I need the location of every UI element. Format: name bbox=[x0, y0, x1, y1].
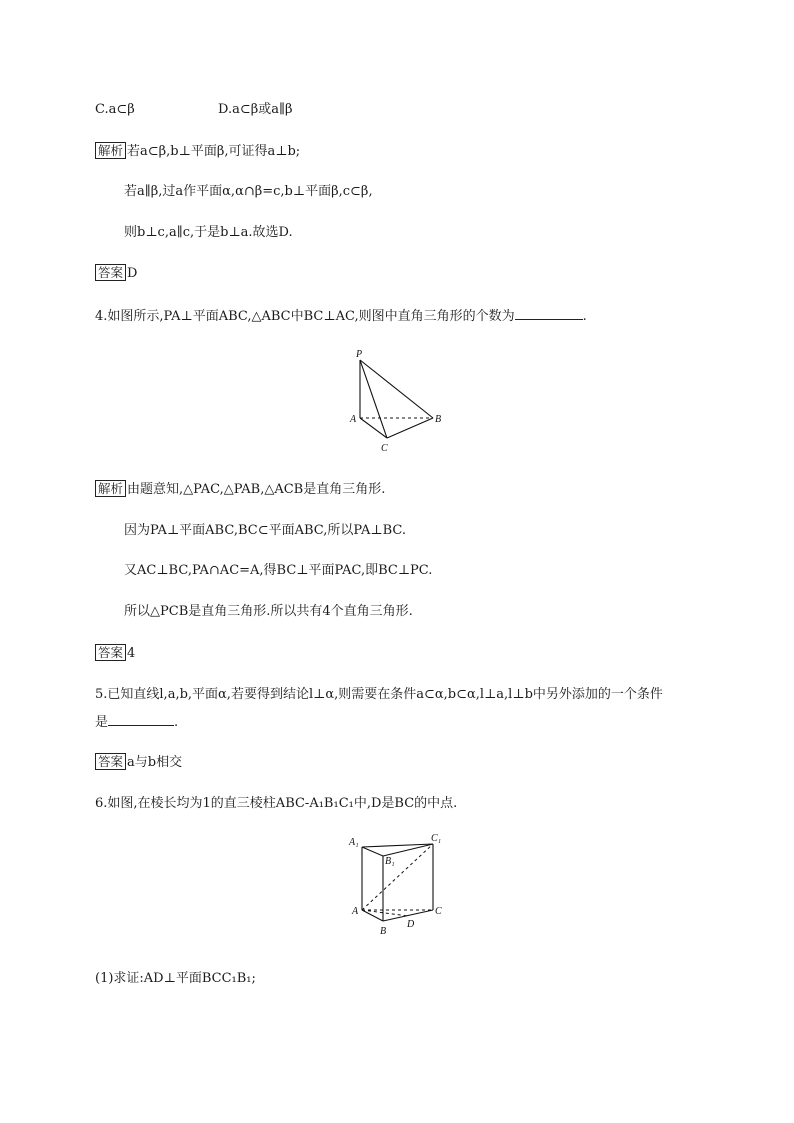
q3-analysis-tag: 解析 bbox=[95, 142, 126, 159]
q4-label-p: P bbox=[356, 349, 363, 360]
q3-analysis-line-2: 若a∥β,过a作平面α,α∩β=c,b⊥平面β,c⊂β, bbox=[124, 184, 373, 199]
q4-analysis-line-2: 因为PA⊥平面ABC,BC⊂平面ABC,所以PA⊥BC. bbox=[124, 523, 406, 538]
q5-stem-line-2: 是 . bbox=[95, 712, 178, 732]
q6-label-a1: A₁ bbox=[349, 837, 359, 848]
q4-analysis-line-1: 解析 由题意知,△PAC,△PAB,△ACB是直角三角形. bbox=[95, 480, 385, 499]
q6-label-c: C bbox=[435, 906, 442, 917]
q6-part1: (1)求证:AD⊥平面BCC₁B₁; bbox=[95, 971, 256, 986]
q4-label-c: C bbox=[381, 443, 388, 454]
q6-prism-svg bbox=[345, 830, 450, 950]
q3-analysis-line-3: 则b⊥c,a∥c,于是b⊥a.故选D. bbox=[124, 225, 293, 240]
q4-stem: 4.如图所示,PA⊥平面ABC,△ABC中BC⊥AC,则图中直角三角形的个数为 . bbox=[95, 306, 587, 326]
q6-prism-figure bbox=[345, 830, 450, 954]
q4-label-a: A bbox=[350, 414, 357, 425]
q3-answer-tag: 答案 bbox=[95, 264, 126, 281]
q4-answer: 答案 4 bbox=[95, 644, 135, 663]
q4-analysis-line-3: 又AC⊥BC,PA∩AC=A,得BC⊥平面PAC,即BC⊥PC. bbox=[124, 563, 433, 578]
q4-label-b: B bbox=[435, 414, 442, 425]
q3-answer: 答案 D bbox=[95, 264, 137, 283]
q5-answer-blank bbox=[108, 712, 174, 726]
q5-answer-tag: 答案 bbox=[95, 753, 126, 770]
q4-answer-tag: 答案 bbox=[95, 644, 126, 661]
q4-analysis-tag: 解析 bbox=[95, 480, 126, 497]
q3-analysis-line-1: 解析 若a⊂β,b⊥平面β,可证得a⊥b; bbox=[95, 142, 300, 161]
q4-pyramid-figure bbox=[345, 345, 455, 461]
q4-analysis-line-4: 所以△PCB是直角三角形.所以共有4个直角三角形. bbox=[124, 604, 413, 619]
q6-label-c1: C₁ bbox=[431, 833, 442, 844]
q6-stem: 6.如图,在棱长均为1的直三棱柱ABC-A₁B₁C₁中,D是BC的中点. bbox=[95, 796, 458, 811]
q4-pyramid-svg bbox=[345, 345, 455, 457]
q3-option-c: C.a⊂β bbox=[95, 102, 135, 117]
q6-label-d: D bbox=[407, 919, 415, 930]
q5-answer: 答案 a与b相交 bbox=[95, 753, 182, 772]
q3-option-d: D.a⊂β或a∥β bbox=[218, 102, 293, 117]
q4-answer-blank bbox=[515, 306, 583, 320]
q6-label-b: B bbox=[380, 926, 387, 937]
q6-label-b1: B₁ bbox=[385, 856, 395, 867]
q5-stem-line-1: 5.已知直线l,a,b,平面α,若要得到结论l⊥α,则需要在条件a⊂α,b⊂α,l⊥a,l⊥b中另外添加的一个条件 bbox=[95, 687, 663, 702]
q6-label-a: A bbox=[352, 906, 359, 917]
